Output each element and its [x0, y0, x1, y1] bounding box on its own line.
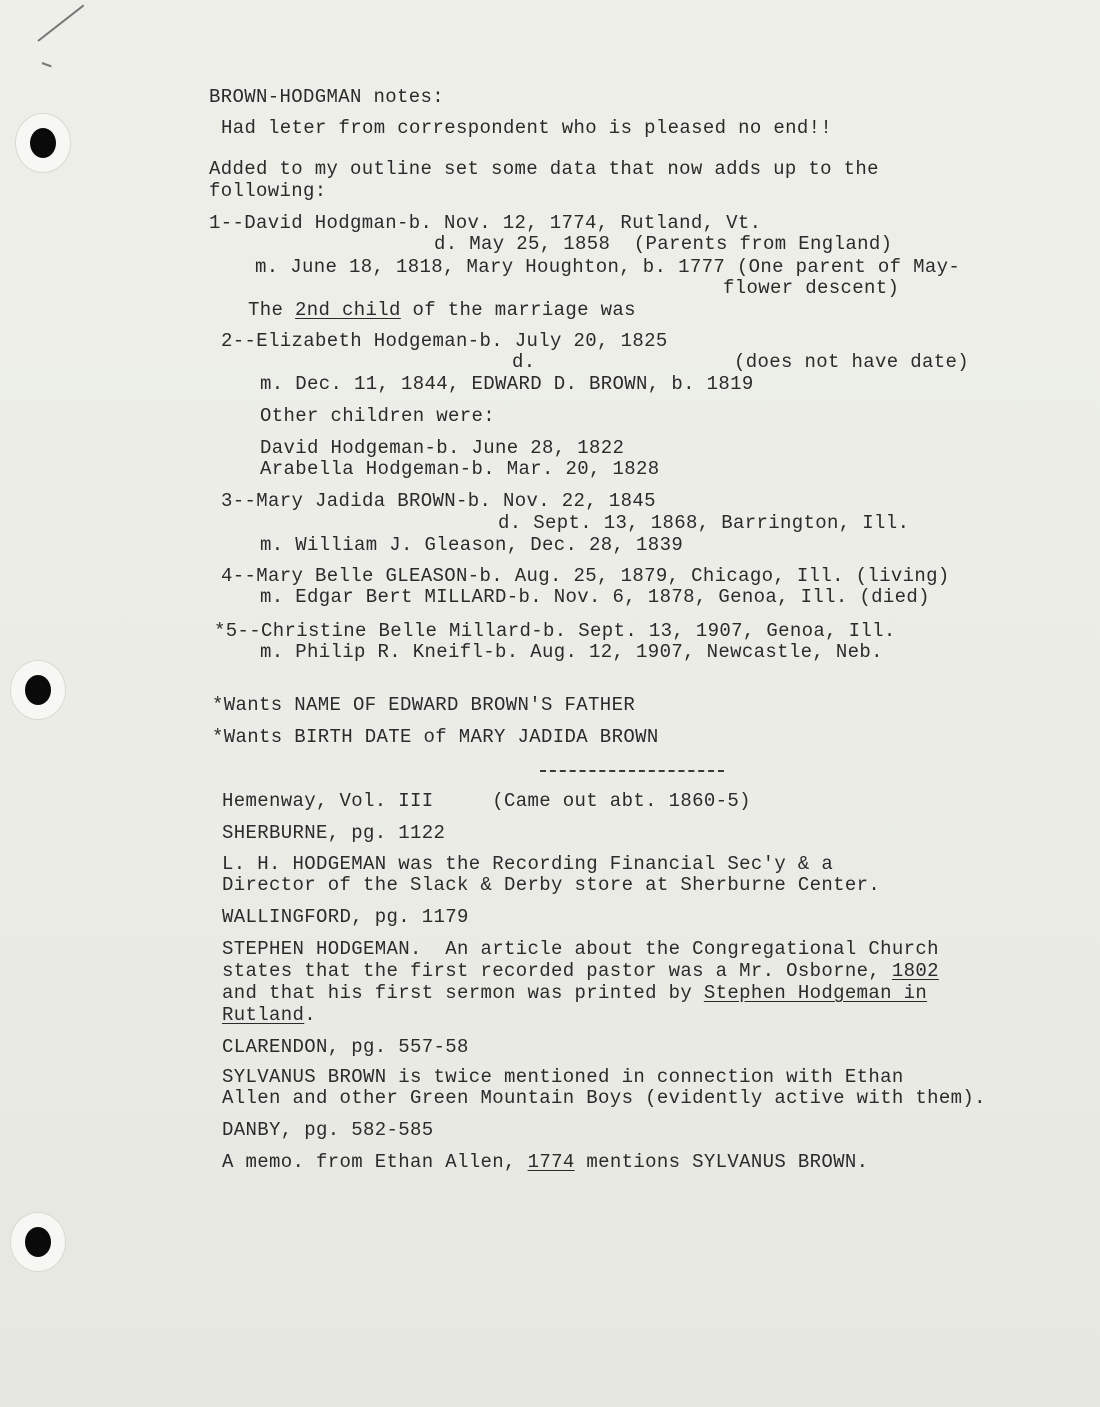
clarendon-heading: CLARENDON, pg. 557-58	[222, 1036, 469, 1058]
section-divider	[540, 770, 724, 772]
gen3-line: 3--Mary Jadida BROWN-b. Nov. 22, 1845	[221, 490, 656, 512]
other-child: Arabella Hodgeman-b. Mar. 20, 1828	[260, 458, 660, 480]
danby-line	[222, 1151, 868, 1173]
gen2-note: (does not have date)	[734, 351, 970, 373]
gen1-line: m. June 18, 1818, Mary Houghton, b. 1777 (One parent of May-	[255, 256, 961, 278]
gen1-line: 1--David Hodgman-b. Nov. 12, 1774, Rutland, Vt.	[209, 212, 762, 234]
sherburne-line: Director of the Slack & Derby store at Sherburne Center.	[222, 874, 881, 896]
page-title: BROWN-HODGMAN notes:	[209, 86, 445, 108]
wallingford-line	[222, 960, 939, 982]
second-child-underlined: 2nd child	[295, 299, 401, 321]
second-child-line	[248, 299, 636, 321]
clarendon-line: Allen and other Green Mountain Boys (evidently active with them).	[222, 1087, 986, 1109]
second-child-pre: The	[248, 299, 296, 321]
sherburne-heading: SHERBURNE, pg. 1122	[222, 822, 446, 844]
other-child: David Hodgeman-b. June 28, 1822	[260, 437, 625, 459]
punch-hole-bottom	[25, 1227, 51, 1257]
staple-mark	[37, 5, 84, 42]
danby-line-end: mentions SYLVANUS BROWN.	[574, 1151, 869, 1173]
wants-line: *Wants BIRTH DATE of MARY JADIDA BROWN	[212, 726, 659, 748]
danby-heading: DANBY, pg. 582-585	[222, 1119, 434, 1141]
intro-line: Had leter from correspondent who is pleased no end!!	[221, 117, 833, 139]
gen2-line: 2--Elizabeth Hodgeman-b. July 20, 1825	[221, 330, 668, 352]
second-child-post: of the marriage was	[400, 299, 636, 321]
staple-mark	[42, 62, 52, 67]
wallingford-heading: WALLINGFORD, pg. 1179	[222, 906, 469, 928]
other-children-label: Other children were:	[260, 405, 496, 427]
wallingford-period: .	[304, 1004, 317, 1026]
wants-line: *Wants NAME OF EDWARD BROWN'S FATHER	[212, 694, 636, 716]
outline-intro-line: Added to my outline set some data that now adds up to the	[209, 158, 879, 180]
danby-line-text: A memo. from Ethan Allen,	[222, 1151, 528, 1173]
wallingford-year: 1802	[891, 960, 939, 982]
danby-year: 1774	[527, 1151, 575, 1173]
gen3-line: d. Sept. 13, 1868, Barrington, Ill.	[498, 512, 910, 534]
clarendon-line: SYLVANUS BROWN is twice mentioned in connection with Ethan	[222, 1066, 904, 1088]
gen4-line: m. Edgar Bert MILLARD-b. Nov. 6, 1878, Genoa, Ill. (died)	[260, 586, 930, 608]
outline-intro-line: following:	[209, 180, 327, 202]
gen4-line: 4--Mary Belle GLEASON-b. Aug. 25, 1879, Chicago, Ill. (living)	[221, 565, 950, 587]
wallingford-line: STEPHEN HODGEMAN. An article about the Congregational Church	[222, 938, 939, 960]
gen3-line: m. William J. Gleason, Dec. 28, 1839	[260, 534, 684, 556]
gen5-line: *5--Christine Belle Millard-b. Sept. 13, 1907, Genoa, Ill.	[214, 620, 896, 642]
wallingford-place: Rutland	[222, 1004, 305, 1026]
sherburne-line: L. H. HODGEMAN was the Recording Financial Sec'y & a	[222, 853, 834, 875]
punch-hole-top	[30, 128, 56, 158]
wallingford-line2-text: states that the first recorded pastor was a Mr. Osborne,	[222, 960, 892, 982]
gen5-line: m. Philip R. Kneifl-b. Aug. 12, 1907, Newcastle, Neb.	[260, 641, 883, 663]
gen1-line: d. May 25, 1858 (Parents from England)	[434, 233, 893, 255]
hemenway-line: Hemenway, Vol. III (Came out abt. 1860-5)	[222, 790, 751, 812]
gen2-line: m. Dec. 11, 1844, EDWARD D. BROWN, b. 1819	[260, 373, 754, 395]
wallingford-line3-text: and that his first sermon was printed by	[222, 982, 704, 1004]
gen1-line: flower descent)	[723, 277, 900, 299]
gen2-death: d.	[512, 351, 536, 373]
wallingford-printer: Stephen Hodgeman in	[703, 982, 928, 1004]
punch-hole-middle	[25, 675, 51, 705]
wallingford-line	[222, 1004, 316, 1026]
wallingford-line	[222, 982, 927, 1004]
